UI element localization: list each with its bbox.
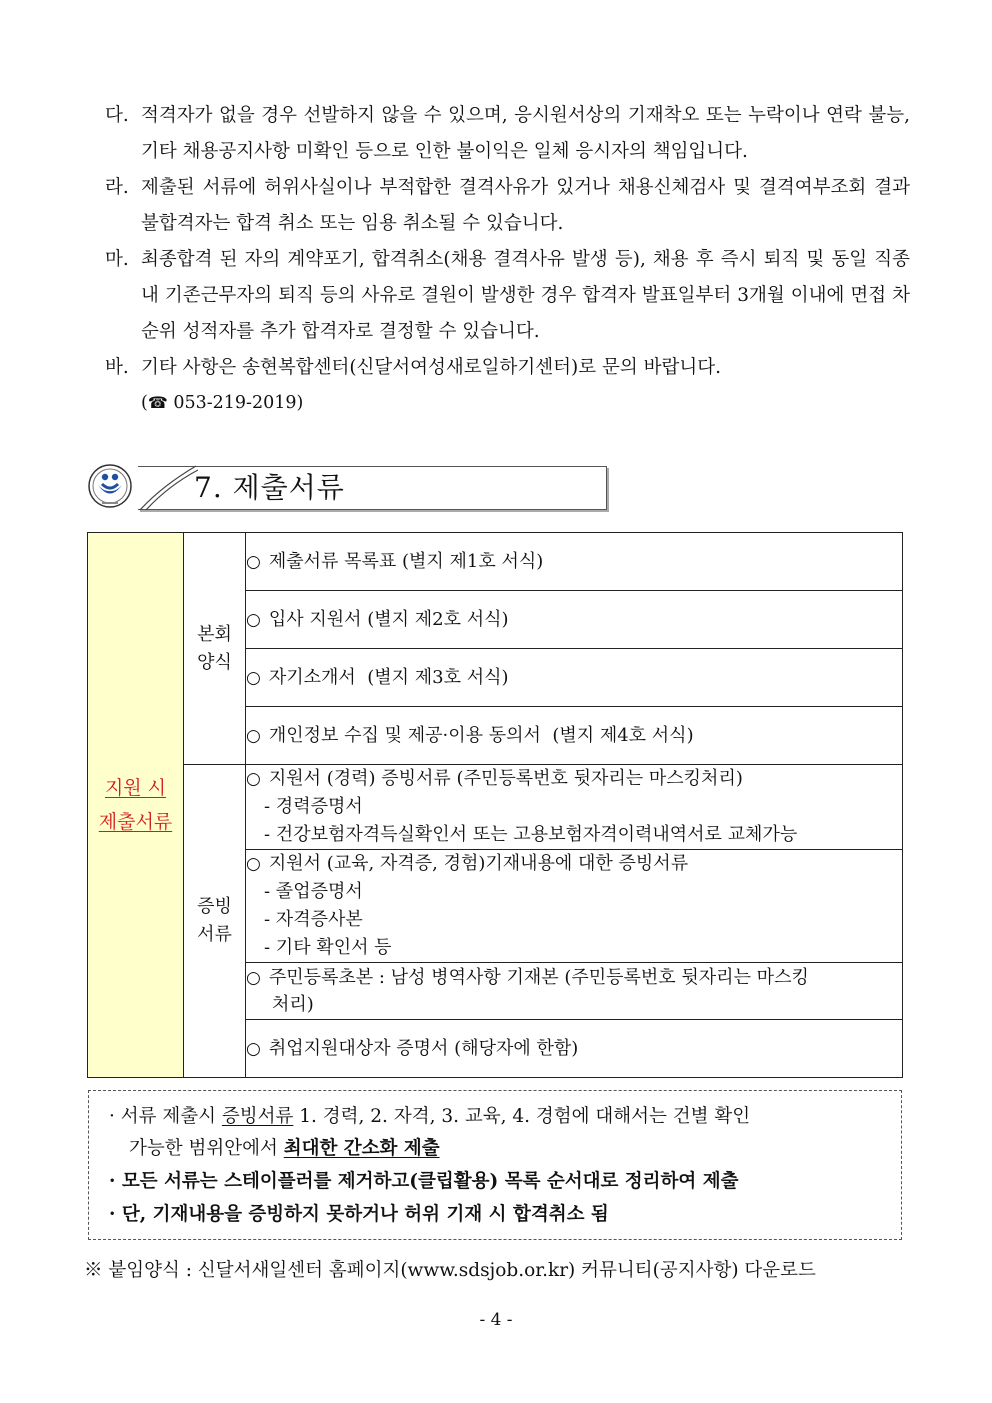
summary-line: · 단, 기재내용을 증빙하지 못하거나 허위 기재 시 합격취소 됨 <box>109 1204 609 1225</box>
note-marker: 라. <box>105 177 129 198</box>
summary-line: · 모든 서류는 스테이플러를 제거하고(클립활용) 목록 순서대로 정리하여 제출 <box>109 1171 739 1192</box>
note-item <box>105 170 910 242</box>
detail-line: - 기타 확인서 등 <box>264 937 392 958</box>
summary-line: · 서류 제출시 증빙서류 1. 경력, 2. 자격, 3. 교육, 4. 경험에 대해서는 건별 확인 <box>109 1106 751 1127</box>
note-text: 최종합격 된 자의 계약포기, 합격취소(채용 결격사유 발생 등), 채용 후 즉시 퇴직 및 동일 직종 내 기존근무자의 퇴직 등의 사유로 결원이 발생한 경우 합격자 발표일부터 3개월 이내에 면접 차순위 성적자를 추가 합격자로 결정할 수 있습니다. <box>141 249 910 342</box>
organization-emblem-icon <box>88 462 138 510</box>
continuation-line: 처리) <box>272 994 314 1015</box>
note-text: 적격자가 없을 경우 선발하지 않을 수 있으며, 응시원서상의 기재착오 또는 누락이나 연락 불능, 기타 채용공지사항 미확인 등으로 인한 불이익은 일체 응시자의 책임입니다. <box>141 105 910 162</box>
note-item <box>105 98 910 170</box>
note-marker: 바. <box>105 357 129 378</box>
page-number: - 4 - <box>479 1310 513 1330</box>
circle-bullet-icon: ○ <box>246 609 261 630</box>
documents-table <box>87 532 903 1078</box>
circle-bullet-icon: ○ <box>246 1038 261 1059</box>
category-cell <box>88 533 184 1078</box>
note-text: 기타 사항은 송현복합센터(신달서여성새로일하기센터)로 문의 바랍니다. <box>141 357 721 378</box>
note-item <box>105 350 910 386</box>
section-title: 7. 제출서류 <box>194 471 345 504</box>
detail-line: - 졸업증명서 <box>264 881 363 902</box>
group-cell: 본회 양식 <box>184 533 246 765</box>
summary-line: 가능한 범위안에서 최대한 간소화 제출 <box>129 1138 440 1159</box>
section-header <box>88 460 608 512</box>
circle-bullet-icon: ○ <box>246 725 261 746</box>
section-divider-swoosh <box>138 462 198 512</box>
document-item: ○ 취업지원대상자 증명서 (해당자에 한함) <box>246 1020 903 1078</box>
phone-icon: ☎ <box>147 393 168 412</box>
detail-line: - 자격증사본 <box>264 909 363 930</box>
circle-bullet-icon: ○ <box>246 551 261 572</box>
summary-box <box>88 1090 902 1240</box>
document-item: ○ 제출서류 목록표 (별지 제1호 서식) <box>246 533 903 591</box>
document-item: ○ 지원서 (교육, 자격증, 경험)기재내용에 대한 증빙서류 - 졸업증명서 - 자격증사본 - 기타 확인서 등 <box>246 850 903 963</box>
document-item: ○ 주민등록초본 : 남성 병역사항 기재본 (주민등록번호 뒷자리는 마스킹 처리) <box>246 963 903 1020</box>
document-item: ○ 지원서 (경력) 증빙서류 (주민등록번호 뒷자리는 마스킹처리) - 경력증명서 - 건강보험자격득실확인서 또는 고용보험자격이력내역서로 교체가능 <box>246 765 903 850</box>
circle-bullet-icon: ○ <box>246 769 261 789</box>
note-text: 제출된 서류에 허위사실이나 부적합한 결격사유가 있거나 채용신체검사 및 결격여부조회 결과 불합격자는 합격 취소 또는 임용 취소될 수 있습니다. <box>141 177 910 234</box>
footnote: ※ 붙임양식 : 신달서새일센터 홈페이지(www.sdsjob.or.kr) 커뮤니티(공지사항) 다운로드 <box>84 1260 816 1281</box>
note-marker: 다. <box>105 105 129 126</box>
circle-bullet-icon: ○ <box>246 968 261 988</box>
document-item: ○ 입사 지원서 (별지 제2호 서식) <box>246 591 903 649</box>
circle-bullet-icon: ○ <box>246 667 261 688</box>
notes-list <box>105 98 910 420</box>
contact-phone: (☎ 053-219-2019) <box>141 393 304 413</box>
detail-line: - 경력증명서 <box>264 796 363 817</box>
document-item: ○ 개인정보 수집 및 제공·이용 동의서 (별지 제4호 서식) <box>246 707 903 765</box>
category-label: 지원 시 제출서류 <box>98 777 173 833</box>
phone-number: 053-219-2019 <box>173 393 297 413</box>
detail-line: - 건강보험자격득실확인서 또는 고용보험자격이력내역서로 교체가능 <box>264 824 798 845</box>
document-item: ○ 자기소개서 (별지 제3호 서식) <box>246 649 903 707</box>
circle-bullet-icon: ○ <box>246 854 261 874</box>
note-marker: 마. <box>105 249 129 270</box>
group-cell: 증빙 서류 <box>184 765 246 1078</box>
note-item <box>105 242 910 350</box>
